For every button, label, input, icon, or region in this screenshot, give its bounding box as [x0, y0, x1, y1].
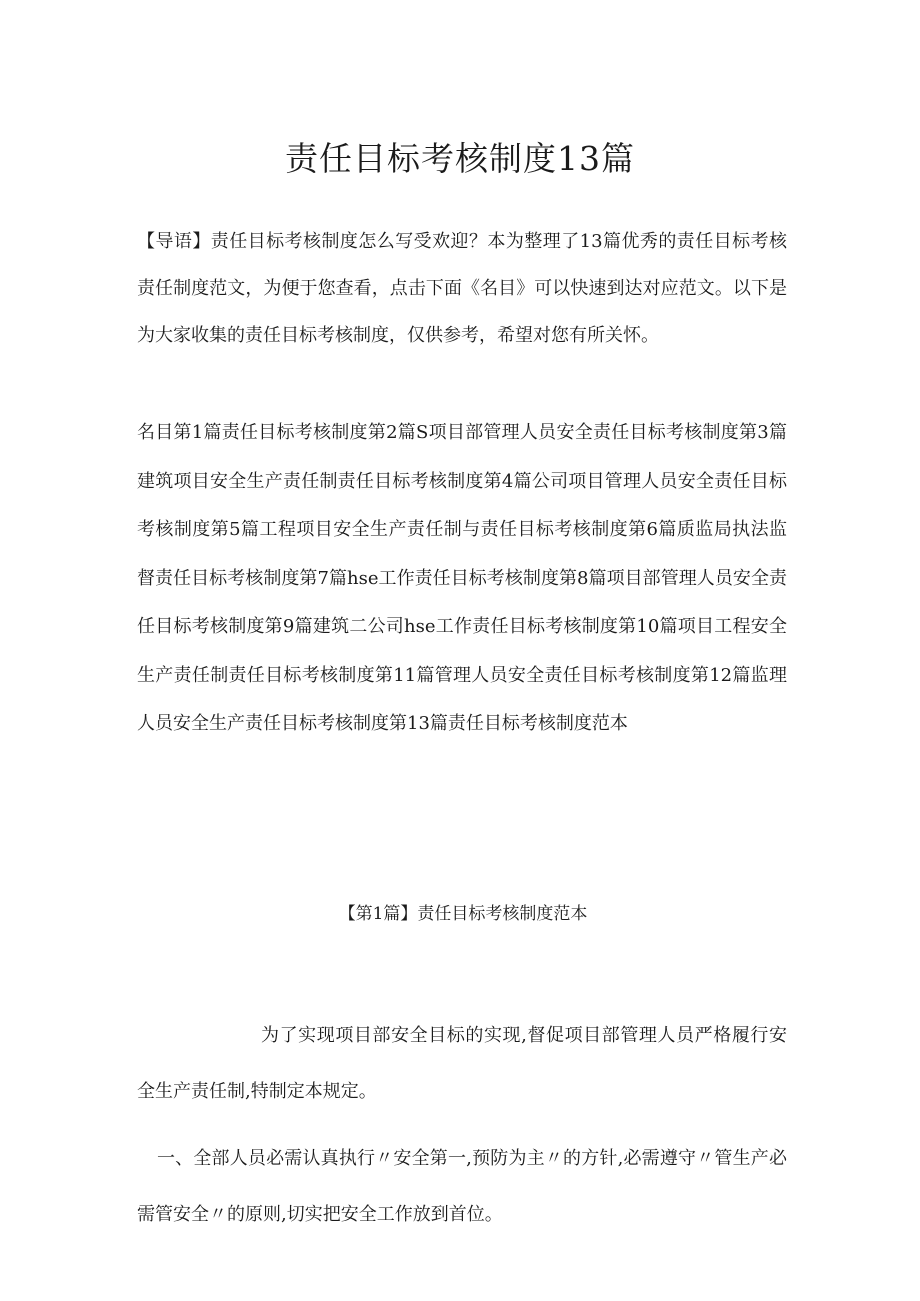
- section-paragraph-2: 一、全部人员必需认真执行〃安全第一,预防为主〃的方针,必需遵守〃管生产必需管安全〃的原则,切实把安全工作放到首位。: [137, 1148, 787, 1225]
- section-heading: 【第1篇】责任目标考核制度范本: [338, 904, 588, 924]
- document-title: 责任目标考核制度13篇: [285, 139, 635, 178]
- table-of-contents: 名目第1篇责任目标考核制度第2篇S项目部管理人员安全责任目标考核制度第3篇建筑项目安全生产责任制责任目标考核制度第4篇公司项目管理人员安全责任目标考核制度第5篇工程项目安全生产责任制与责任目标考核制度第6篇质监局执法监督责任目标考核制度第7篇hse工作责任目标考核制度第8篇项目部管理人员安全责任目标考核制度第9篇建筑二公司hse工作责任目标考核制度第10篇项目工程安全生产责任制责任目标考核制度第11篇管理人员安全责任目标考核制度第12篇监理人员安全生产责任目标考核制度第13篇责任目标考核制度范本: [137, 422, 787, 734]
- section-paragraph-1: 为了实现项目部安全目标的实现,督促项目部管理人员严格履行安全生产责任制,特制定本规定。: [137, 1025, 787, 1102]
- intro-paragraph: 【导语】责任目标考核制度怎么写受欢迎？本为整理了13篇优秀的责任目标考核责任制度范文，为便于您查看，点击下面《名目》可以快速到达对应范文。以下是为大家收集的责任目标考核制度，仅供参考，希望对您有所关怀。: [137, 231, 787, 346]
